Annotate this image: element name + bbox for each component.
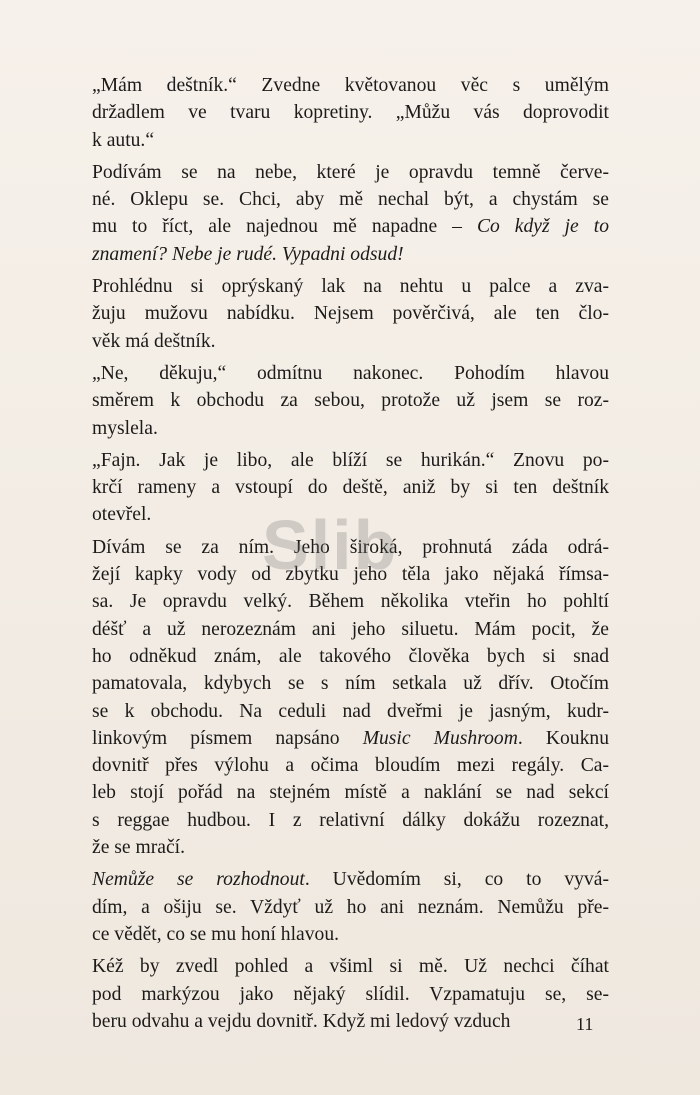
text-segment: dím, a ošiju se. Vždyť už ho ani neznám. Nemůžu pře-	[92, 896, 609, 918]
text-segment: mu to říct, ale najednou mě napadne –	[92, 216, 477, 238]
text-segment: věk má deštník.	[92, 330, 216, 352]
text-line	[92, 643, 609, 670]
text-line	[92, 501, 609, 528]
text-line	[92, 779, 609, 806]
text-line	[92, 360, 609, 387]
text-segment: krčí rameny a vstoupí do deště, aniž by si ten deštník	[92, 477, 609, 499]
text-segment: se k obchodu. Na ceduli nad dveřmi je jasným, kudr-	[92, 700, 609, 722]
paragraph	[92, 360, 609, 442]
text-segment: žejí kapky vody od zbytku jeho těla jako nějaká římsa-	[92, 564, 609, 586]
text-segment: Kéž by zvedl pohled a všiml si mě. Už nechci číhat	[92, 956, 609, 978]
text-segment: . Uvědomím si, co to vyvá-	[304, 869, 609, 891]
text-segment: „Fajn. Jak je libo, ale blíží se hurikán.“ Znovu po-	[92, 449, 609, 471]
italic-text: Nemůže se rozhodnout	[92, 869, 305, 891]
italic-text: Music Mushroom	[362, 727, 518, 749]
text-segment: . Kouknu	[517, 727, 609, 749]
text-line	[92, 99, 609, 126]
text-segment: ho odněkud znám, ale takového člověka bych si snad	[92, 645, 609, 667]
text-segment: Podívám se na nebe, které je opravdu temně červe-	[92, 161, 609, 183]
text-line	[92, 273, 609, 300]
watermark: Slib	[262, 506, 399, 584]
text-line	[92, 241, 609, 268]
text-line	[92, 588, 609, 615]
paragraph	[92, 534, 609, 862]
text-line	[92, 670, 609, 697]
text-line	[92, 447, 609, 474]
paragraph	[92, 447, 609, 529]
text-line	[92, 72, 609, 99]
text-line	[92, 300, 609, 327]
page-number: 11	[576, 1014, 594, 1034]
italic-text: Co když je to	[476, 216, 609, 238]
text-segment: že se mračí.	[92, 837, 186, 859]
text-line	[92, 894, 609, 921]
text-segment: k autu.“	[92, 129, 155, 151]
text-segment: déšť a už nerozeznám ani jeho siluetu. Mám pocit, že	[92, 618, 609, 640]
paragraph	[92, 72, 609, 154]
text-segment: né. Oklepu se. Chci, aby mě nechal být, a chystám se	[92, 189, 609, 211]
text-segment: leb stojí pořád na stejném místě a naklání se nad sekcí	[92, 782, 609, 804]
text-segment: žuju mužovu nabídku. Nejsem pověrčivá, ale ten člo-	[92, 303, 609, 325]
paragraph	[92, 159, 609, 268]
italic-text: znamení? Nebe je rudé. Vypadni odsud!	[92, 243, 404, 265]
text-segment: pod markýzou jako nějaký slídil. Vzpamatuju se, se-	[92, 983, 609, 1005]
text-segment: směrem k obchodu za sebou, protože už jsem se roz-	[92, 390, 609, 412]
text-line	[92, 159, 609, 186]
text-line	[92, 921, 609, 948]
text-segment: myslela.	[92, 417, 158, 439]
text-line	[92, 561, 609, 588]
text-line	[92, 387, 609, 414]
text-segment: sa. Je opravdu velký. Během několika vteřin ho pohltí	[92, 591, 609, 613]
text-segment: s reggae hudbou. I z relativní dálky dokážu rozeznat,	[92, 809, 609, 831]
text-segment: držadlem ve tvaru kopretiny. „Můžu vás doprovodit	[92, 102, 609, 124]
text-line	[92, 127, 609, 154]
text-line	[92, 474, 609, 501]
text-line	[92, 953, 609, 980]
text-line	[92, 725, 609, 752]
text-line	[92, 186, 609, 213]
text-line	[92, 415, 609, 442]
page-body-text	[92, 72, 609, 1040]
text-segment: Dívám se za ním. Jeho široká, prohnutá záda odrá-	[92, 536, 609, 558]
paragraph	[92, 866, 609, 948]
text-line	[92, 866, 609, 893]
paragraph	[92, 273, 609, 355]
text-segment: ce vědět, co se mu honí hlavou.	[92, 923, 340, 945]
text-line	[92, 834, 609, 861]
text-segment: „Ne, děkuju,“ odmítnu nakonec. Pohodím hlavou	[92, 362, 609, 384]
text-segment: linkovým písmem napsáno	[92, 727, 363, 749]
text-segment: Prohlédnu si oprýskaný lak na nehtu u palce a zva-	[92, 276, 609, 298]
paragraph	[92, 953, 609, 1035]
text-segment: beru odvahu a vejdu dovnitř. Když mi ledový vzduch	[92, 1010, 511, 1032]
text-line	[92, 1008, 609, 1035]
text-segment: pamatovala, kdybych se s ním setkala už dřív. Otočím	[92, 673, 609, 695]
text-line	[92, 981, 609, 1008]
text-segment: „Mám deštník.“ Zvedne květovanou věc s umělým	[92, 75, 609, 96]
text-line	[92, 698, 609, 725]
text-line	[92, 616, 609, 643]
text-line	[92, 328, 609, 355]
text-line	[92, 807, 609, 834]
text-segment: otevřel.	[92, 504, 152, 526]
text-line	[92, 752, 609, 779]
text-segment: dovnitř přes výlohu a očima bloudím mezi regály. Ca-	[92, 755, 609, 777]
text-line	[92, 534, 609, 561]
text-line	[92, 213, 609, 240]
